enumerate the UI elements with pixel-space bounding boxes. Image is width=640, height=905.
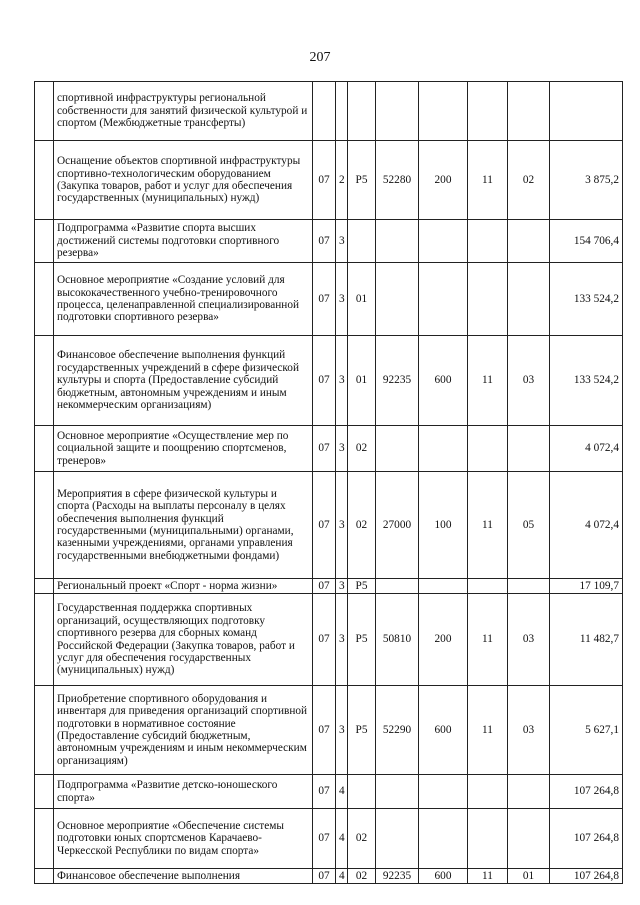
cell-amount: 133 524,2: [550, 336, 623, 426]
cell-prog: [348, 82, 376, 141]
cell-sec: 07: [313, 263, 336, 336]
cell-prog: P5: [348, 594, 376, 686]
cell-prog: 02: [348, 426, 376, 472]
cell-name: Основное мероприятие «Обеспечение системы подготовки юных спортсменов Карачаево-Черкесской Республики по видам спорта»: [54, 809, 313, 869]
cell-r1: [468, 220, 508, 263]
cell-r2: [508, 263, 550, 336]
cell-prog: [348, 220, 376, 263]
table-row: [35, 775, 623, 809]
cell-vr: [419, 263, 468, 336]
cell-sub: 3: [336, 426, 348, 472]
cell-sec: [313, 82, 336, 141]
cell-name: Государственная поддержка спортивных организаций, осуществляющих подготовку спортивного резерва для сборных команд Российской Федерации (Закупка товаров, работ и услуг для обеспечения государственных (муниципальных) нужд): [54, 594, 313, 686]
cell-amount: 107 264,8: [550, 869, 623, 884]
cell-art: 92235: [376, 336, 419, 426]
cell-sec: 07: [313, 579, 336, 594]
cell-art: [376, 263, 419, 336]
cell-amount: 4 072,4: [550, 472, 623, 579]
cell-prog: [348, 775, 376, 809]
cell-vr: [419, 809, 468, 869]
cell-r2: 03: [508, 594, 550, 686]
cell-name: Подпрограмма «Развитие спорта высших достижений системы подготовки спортивного резерва»: [54, 220, 313, 263]
cell-r2: [508, 579, 550, 594]
cell-r2: [508, 82, 550, 141]
margin-cell: [35, 426, 54, 472]
cell-art: 52280: [376, 141, 419, 220]
cell-vr: 600: [419, 869, 468, 884]
cell-r1: [468, 82, 508, 141]
cell-art: [376, 82, 419, 141]
cell-r2: 03: [508, 686, 550, 775]
cell-vr: [419, 579, 468, 594]
cell-prog: 01: [348, 263, 376, 336]
margin-cell: [35, 263, 54, 336]
cell-r1: [468, 809, 508, 869]
cell-r2: [508, 426, 550, 472]
cell-r2: 02: [508, 141, 550, 220]
cell-name: спортивной инфраструктуры региональной собственности для занятий физической культурой и спортом (Межбюджетные трансферты): [54, 82, 313, 141]
margin-cell: [35, 775, 54, 809]
cell-vr: 200: [419, 141, 468, 220]
margin-cell: [35, 472, 54, 579]
cell-vr: 200: [419, 594, 468, 686]
cell-prog: 02: [348, 472, 376, 579]
cell-vr: [419, 775, 468, 809]
cell-sec: 07: [313, 686, 336, 775]
cell-sec: 07: [313, 594, 336, 686]
cell-prog: 02: [348, 869, 376, 884]
cell-sub: 4: [336, 809, 348, 869]
cell-r1: 11: [468, 472, 508, 579]
table-row: [35, 594, 623, 686]
cell-r2: 03: [508, 336, 550, 426]
table-row: [35, 472, 623, 579]
cell-amount: [550, 82, 623, 141]
cell-name: Региональный проект «Спорт - норма жизни»: [54, 579, 313, 594]
cell-sub: 3: [336, 263, 348, 336]
cell-sec: 07: [313, 775, 336, 809]
margin-cell: [35, 579, 54, 594]
margin-cell: [35, 220, 54, 263]
cell-r2: 01: [508, 869, 550, 884]
cell-amount: 107 264,8: [550, 809, 623, 869]
cell-amount: 107 264,8: [550, 775, 623, 809]
cell-r1: 11: [468, 594, 508, 686]
cell-art: [376, 809, 419, 869]
cell-art: [376, 775, 419, 809]
cell-amount: 5 627,1: [550, 686, 623, 775]
cell-sec: 07: [313, 869, 336, 884]
table-row: [35, 426, 623, 472]
cell-prog: P5: [348, 686, 376, 775]
cell-art: [376, 220, 419, 263]
cell-vr: 600: [419, 336, 468, 426]
cell-vr: 100: [419, 472, 468, 579]
table-row: [35, 82, 623, 141]
cell-art: [376, 579, 419, 594]
cell-vr: [419, 426, 468, 472]
cell-vr: 600: [419, 686, 468, 775]
cell-amount: 154 706,4: [550, 220, 623, 263]
cell-sec: 07: [313, 336, 336, 426]
cell-sec: 07: [313, 141, 336, 220]
cell-sub: 2: [336, 141, 348, 220]
cell-sec: 07: [313, 809, 336, 869]
cell-r2: [508, 809, 550, 869]
cell-art: 52290: [376, 686, 419, 775]
cell-name: Основное мероприятие «Создание условий для высококачественного учебно-тренировочного процесса, целенаправленной специализированной подготовки спортивного резерва»: [54, 263, 313, 336]
cell-name: Основное мероприятие «Осуществление мер по социальной защите и поощрению спортсменов, тренеров»: [54, 426, 313, 472]
margin-cell: [35, 82, 54, 141]
table-row: [35, 336, 623, 426]
cell-r1: [468, 263, 508, 336]
cell-prog: P5: [348, 141, 376, 220]
cell-art: 50810: [376, 594, 419, 686]
table-row: [35, 809, 623, 869]
cell-amount: 4 072,4: [550, 426, 623, 472]
cell-sub: 3: [336, 472, 348, 579]
margin-cell: [35, 686, 54, 775]
cell-r2: [508, 220, 550, 263]
cell-r1: [468, 579, 508, 594]
cell-amount: 133 524,2: [550, 263, 623, 336]
cell-sub: 4: [336, 869, 348, 884]
table-row: [35, 141, 623, 220]
margin-cell: [35, 809, 54, 869]
cell-amount: 17 109,7: [550, 579, 623, 594]
cell-name: Финансовое обеспечение выполнения функций государственных учреждений в сфере физической культуры и спорта (Предоставление субсидий бюджетным, автономным учреждениям и иным некоммерческим организациям): [54, 336, 313, 426]
cell-sec: 07: [313, 220, 336, 263]
cell-amount: 3 875,2: [550, 141, 623, 220]
margin-cell: [35, 594, 54, 686]
cell-name: Приобретение спортивного оборудования и инвентаря для приведения организаций спортивной подготовки в нормативное состояние (Предоставление субсидий бюджетным, автономным учреждениям и иным некоммерческим организациям): [54, 686, 313, 775]
cell-r1: 11: [468, 869, 508, 884]
margin-cell: [35, 869, 54, 884]
cell-art: [376, 426, 419, 472]
cell-name: Оснащение объектов спортивной инфраструктуры спортивно-технологическим оборудованием (Закупка товаров, работ и услуг для обеспечения государственных (муниципальных) нужд): [54, 141, 313, 220]
cell-name: Мероприятия в сфере физической культуры и спорта (Расходы на выплаты персоналу в целях обеспечения выполнения функций государственными (муниципальными) органами, казенными учреждениями, органами управления государственными внебюджетными фондами): [54, 472, 313, 579]
cell-sub: 3: [336, 686, 348, 775]
margin-cell: [35, 336, 54, 426]
cell-name: Финансовое обеспечение выполнения: [54, 869, 313, 884]
cell-r1: 11: [468, 336, 508, 426]
table-row: [35, 263, 623, 336]
cell-r1: [468, 775, 508, 809]
table-row: [35, 686, 623, 775]
cell-r2: [508, 775, 550, 809]
cell-prog: 02: [348, 809, 376, 869]
cell-r1: [468, 426, 508, 472]
cell-art: 92235: [376, 869, 419, 884]
cell-vr: [419, 220, 468, 263]
cell-r1: 11: [468, 141, 508, 220]
cell-prog: P5: [348, 579, 376, 594]
cell-r2: 05: [508, 472, 550, 579]
cell-vr: [419, 82, 468, 141]
cell-art: 27000: [376, 472, 419, 579]
budget-table: [34, 81, 623, 884]
cell-sub: 4: [336, 775, 348, 809]
page-number: 207: [309, 50, 331, 65]
cell-name: Подпрограмма «Развитие детско-юношеского спорта»: [54, 775, 313, 809]
margin-cell: [35, 141, 54, 220]
cell-amount: 11 482,7: [550, 594, 623, 686]
cell-prog: 01: [348, 336, 376, 426]
table-row: [35, 869, 623, 884]
cell-sec: 07: [313, 426, 336, 472]
cell-sub: 3: [336, 336, 348, 426]
cell-sub: 3: [336, 579, 348, 594]
table-row: [35, 220, 623, 263]
cell-sub: 3: [336, 220, 348, 263]
cell-sub: 3: [336, 594, 348, 686]
cell-r1: 11: [468, 686, 508, 775]
cell-sub: [336, 82, 348, 141]
cell-sec: 07: [313, 472, 336, 579]
table-row: [35, 579, 623, 594]
